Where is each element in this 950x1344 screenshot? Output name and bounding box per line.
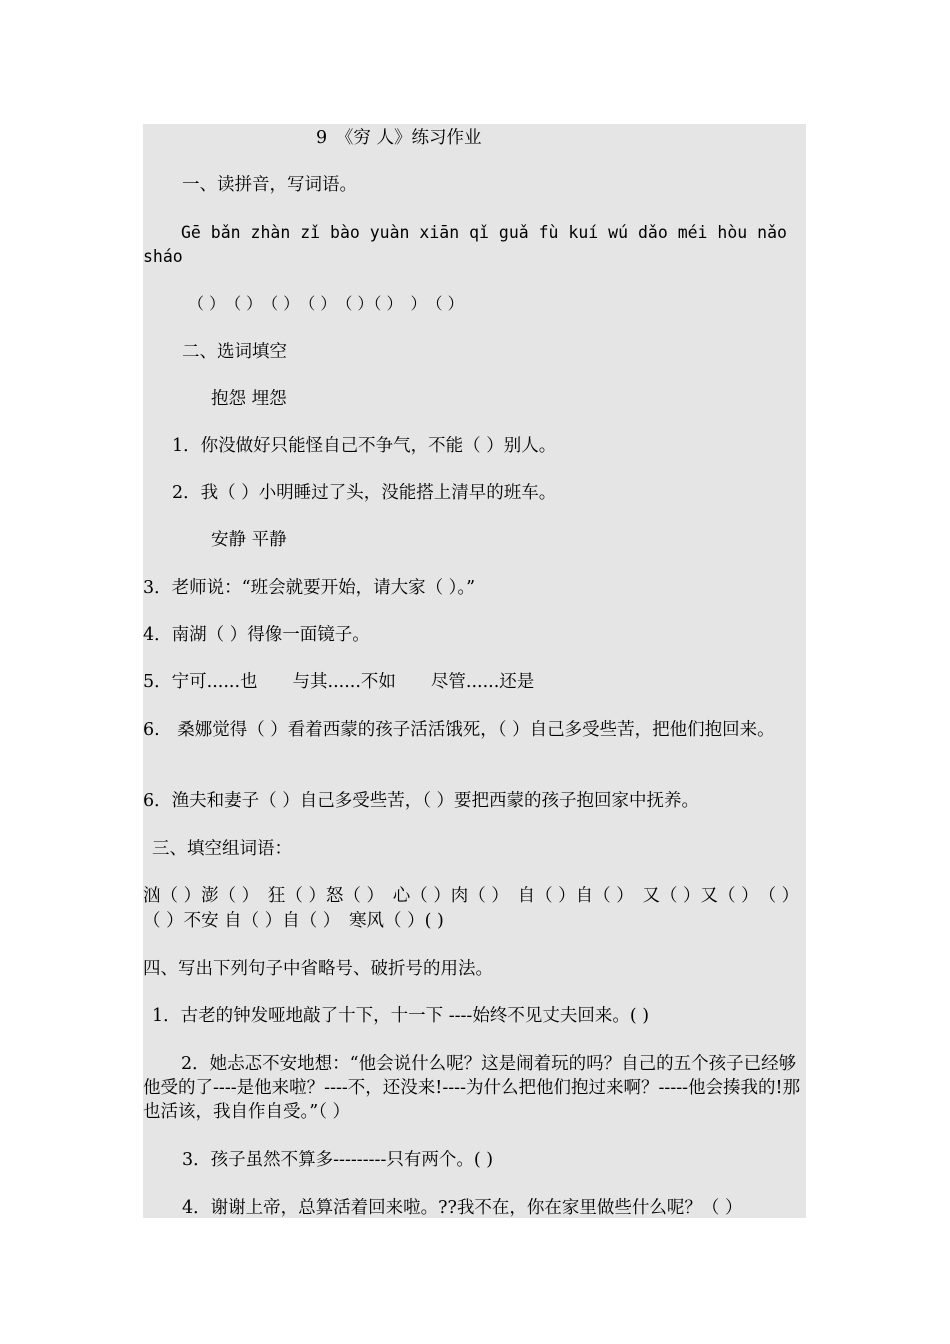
- section3-fill-blanks: 汹（ ）澎（ ） 狂（ ）怒（ ） 心（ ）肉（ ） 自（ ）自（ ） 又（ ）又（ ） （ ）（ ）不安 自（ ）自（ ） 寒风（ ）( ): [143, 886, 800, 931]
- pinyin-line: Gē bǎn zhàn zǐ bào yuàn xiān qǐ guǎ fù kuí wú dǎo méi hòu nǎo sháo: [143, 223, 797, 266]
- punctuation-question-4: 4．谢谢上帝，总算活着回来啦。??我不在，你在家里做些什么呢？（ ）: [182, 1198, 743, 1218]
- section1-heading: 一、读拼音，写词语。: [182, 175, 357, 195]
- punctuation-question-1: 1．古老的钟发哑地敲了十下，十一下 ----始终不见丈夫回来。( ): [152, 1006, 650, 1026]
- section2-heading: 二、选词填空: [182, 342, 287, 362]
- pinyin-answer-blanks: （ ） （ ） （ ） （ ） （ ）（ ） ） （ ）: [188, 294, 464, 313]
- page-title: 9 《穷 人》练习作业: [316, 128, 482, 148]
- question-7: 6．渔夫和妻子（ ）自己多受些苦，（ ）要把西蒙的孩子抱回家中抚养。: [143, 791, 700, 811]
- section4-heading: 四、写出下列句子中省略号、破折号的用法。: [143, 959, 493, 979]
- question-3: 3．老师说：“班会就要开始，请大家（ ）。”: [143, 578, 476, 598]
- punctuation-question-3: 3．孩子虽然不算多---------只有两个。( ): [182, 1150, 494, 1170]
- question-6: 6. 桑娜觉得（ ）看着西蒙的孩子活活饿死，（ ）自己多受些苦，把他们抱回来。: [143, 720, 775, 740]
- word-choice-a: 抱怨 埋怨: [211, 389, 287, 409]
- question-2: 2．我（ ）小明睡过了头，没能搭上清早的班车。: [172, 483, 557, 503]
- word-choice-b: 安静 平静: [211, 530, 287, 550]
- section3-heading: 三、填空组词语：: [152, 839, 292, 859]
- question-4: 4．南湖（ ）得像一面镜子。: [143, 625, 370, 645]
- question-1: 1．你没做好只能怪自己不争气，不能（ ）别人。: [172, 436, 557, 456]
- punctuation-question-2: 2．她忐忑不安地想：“他会说什么呢？这是闹着玩的吗？自己的五个孩子已经够他受的了----是他来啦？----不，还没来!----为什么把他们抱过来啊？-----他会揍我的!那 也活该，我自作自受。”（ ）: [143, 1054, 806, 1122]
- question-5-conjunctions: 5．宁可......也 与其......不如 尽管......还是: [143, 672, 535, 692]
